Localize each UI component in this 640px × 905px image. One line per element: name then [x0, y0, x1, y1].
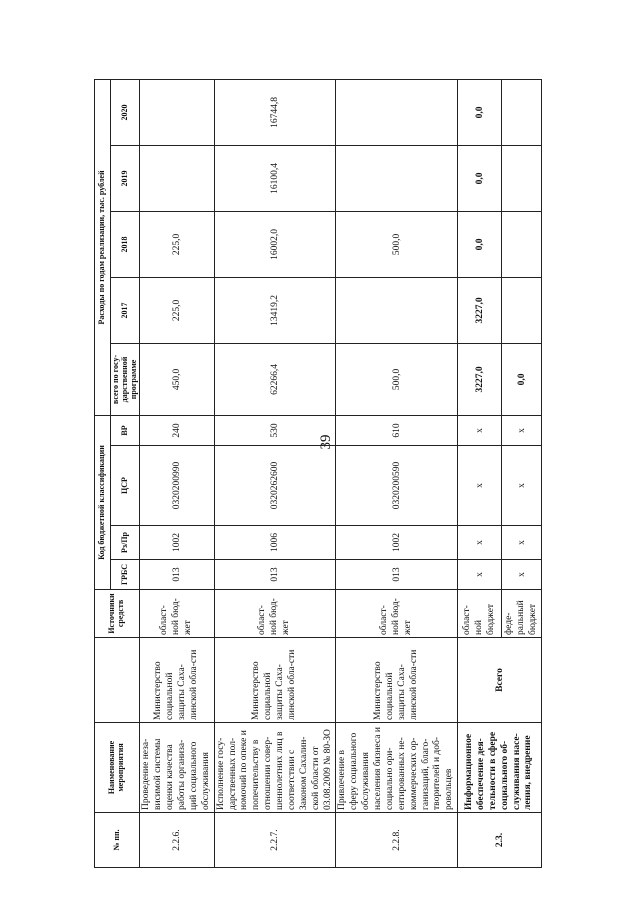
row-grbs: 013	[214, 560, 336, 590]
row-2020	[502, 79, 542, 145]
row-total: 62266,4	[214, 343, 336, 415]
row-grbs: х	[502, 560, 542, 590]
row-source: област-ной бюд-жет	[214, 590, 336, 638]
row-rzpr: 1002	[336, 526, 458, 560]
row-csr: 0320200590	[336, 446, 458, 526]
row-total: 3227,0	[458, 343, 502, 415]
header-2017: 2017	[111, 277, 140, 343]
budget-table	[94, 79, 542, 868]
row-2018: 500,0	[336, 211, 458, 277]
row-grbs: 013	[336, 560, 458, 590]
row-source: област-ной бюд-жет	[140, 590, 214, 638]
row-vr: х	[458, 415, 502, 445]
table-row	[336, 79, 458, 867]
row-vr: 240	[140, 415, 214, 445]
header-total: всего по госу-дарственной программе	[111, 343, 140, 415]
row-source: област-ной бюд-жет	[336, 590, 458, 638]
row-number: 2.2.7.	[214, 813, 336, 868]
row-total: 500,0	[336, 343, 458, 415]
header-name: Наименование мероприятия	[95, 723, 140, 813]
header-responsible	[95, 638, 140, 723]
row-grbs: х	[458, 560, 502, 590]
row-2018: 225,0	[140, 211, 214, 277]
row-csr: 0320262600	[214, 446, 336, 526]
row-number: 2.2.8.	[336, 813, 458, 868]
row-2017: 13419,2	[214, 277, 336, 343]
row-vr: х	[502, 415, 542, 445]
row-grbs: 013	[140, 560, 214, 590]
header-rzpr: Рз/Пр	[111, 526, 140, 560]
row-2017: 3227,0	[458, 277, 502, 343]
row-rzpr: х	[458, 526, 502, 560]
page-number: 39	[318, 434, 334, 450]
row-total: 450,0	[140, 343, 214, 415]
row-2017	[502, 277, 542, 343]
row-2019: 0,0	[458, 145, 502, 211]
row-source: феде-ральный бюджет	[502, 590, 542, 638]
header-csr: ЦСР	[111, 446, 140, 526]
row-name: Привлечение в сферу социального обслуживания населения бизнеса и социально ори-ентированных не-коммерческих ор-ганизаций, благо-творителей и доб-ровольцев	[336, 723, 458, 813]
row-rzpr: 1002	[140, 526, 214, 560]
rotated-table-wrapper	[94, 80, 538, 868]
table-row	[458, 79, 502, 867]
row-name: Информационное обеспечение дея-тельности в сфере социального об-служивания насе-ления, внедрение	[458, 723, 542, 813]
row-total: 0,0	[502, 343, 542, 415]
row-2020: 16744,8	[214, 79, 336, 145]
header-2019: 2019	[111, 145, 140, 211]
header-2018: 2018	[111, 211, 140, 277]
row-responsible: Министерство социальной защиты Саха-линской обла-сти	[336, 638, 458, 723]
table-row	[140, 79, 214, 867]
row-csr: х	[502, 446, 542, 526]
row-name: Проведение неза-висимой системы оценки качества работы организа-ций социального обслуживания	[140, 723, 214, 813]
row-2019	[336, 145, 458, 211]
row-2018	[502, 211, 542, 277]
row-responsible: Министерство социальной защиты Саха-линской обла-сти	[214, 638, 336, 723]
row-2018: 0,0	[458, 211, 502, 277]
header-source: Источники средств	[95, 590, 140, 638]
row-2020	[336, 79, 458, 145]
row-name: Исполнение госу-дарственных пол-номочий по опеке и попечительству в отношении совер-шеннолетних лиц в соответствии с Законом Сахалин-ской области от 03.08.2009 № 80-ЗО	[214, 723, 336, 813]
row-2018: 16002,0	[214, 211, 336, 277]
row-rzpr: 1006	[214, 526, 336, 560]
header-expenses: Расходы по годам реализации, тыс. рублей	[95, 79, 111, 415]
row-rzpr: х	[502, 526, 542, 560]
header-vr: ВР	[111, 415, 140, 445]
row-2019	[502, 145, 542, 211]
row-2017: 225,0	[140, 277, 214, 343]
row-2020: 0,0	[458, 79, 502, 145]
row-2017	[336, 277, 458, 343]
row-2019: 16100,4	[214, 145, 336, 211]
header-grbs: ГРБС	[111, 560, 140, 590]
header-no: № пп.	[95, 813, 140, 868]
table-row	[214, 79, 336, 867]
row-csr: 0320200990	[140, 446, 214, 526]
row-vr: 530	[214, 415, 336, 445]
row-responsible: Всего	[458, 638, 542, 723]
header-2020: 2020	[111, 79, 140, 145]
row-2019	[140, 145, 214, 211]
row-responsible: Министерство социальной защиты Саха-линской обла-сти	[140, 638, 214, 723]
row-number: 2.2.6.	[140, 813, 214, 868]
row-csr: х	[458, 446, 502, 526]
row-source: област-ной бюджет	[458, 590, 502, 638]
header-budget-code: Код бюджетной классификации	[95, 415, 111, 589]
row-vr: 610	[336, 415, 458, 445]
row-2020	[140, 79, 214, 145]
row-number: 2.3.	[458, 813, 542, 868]
